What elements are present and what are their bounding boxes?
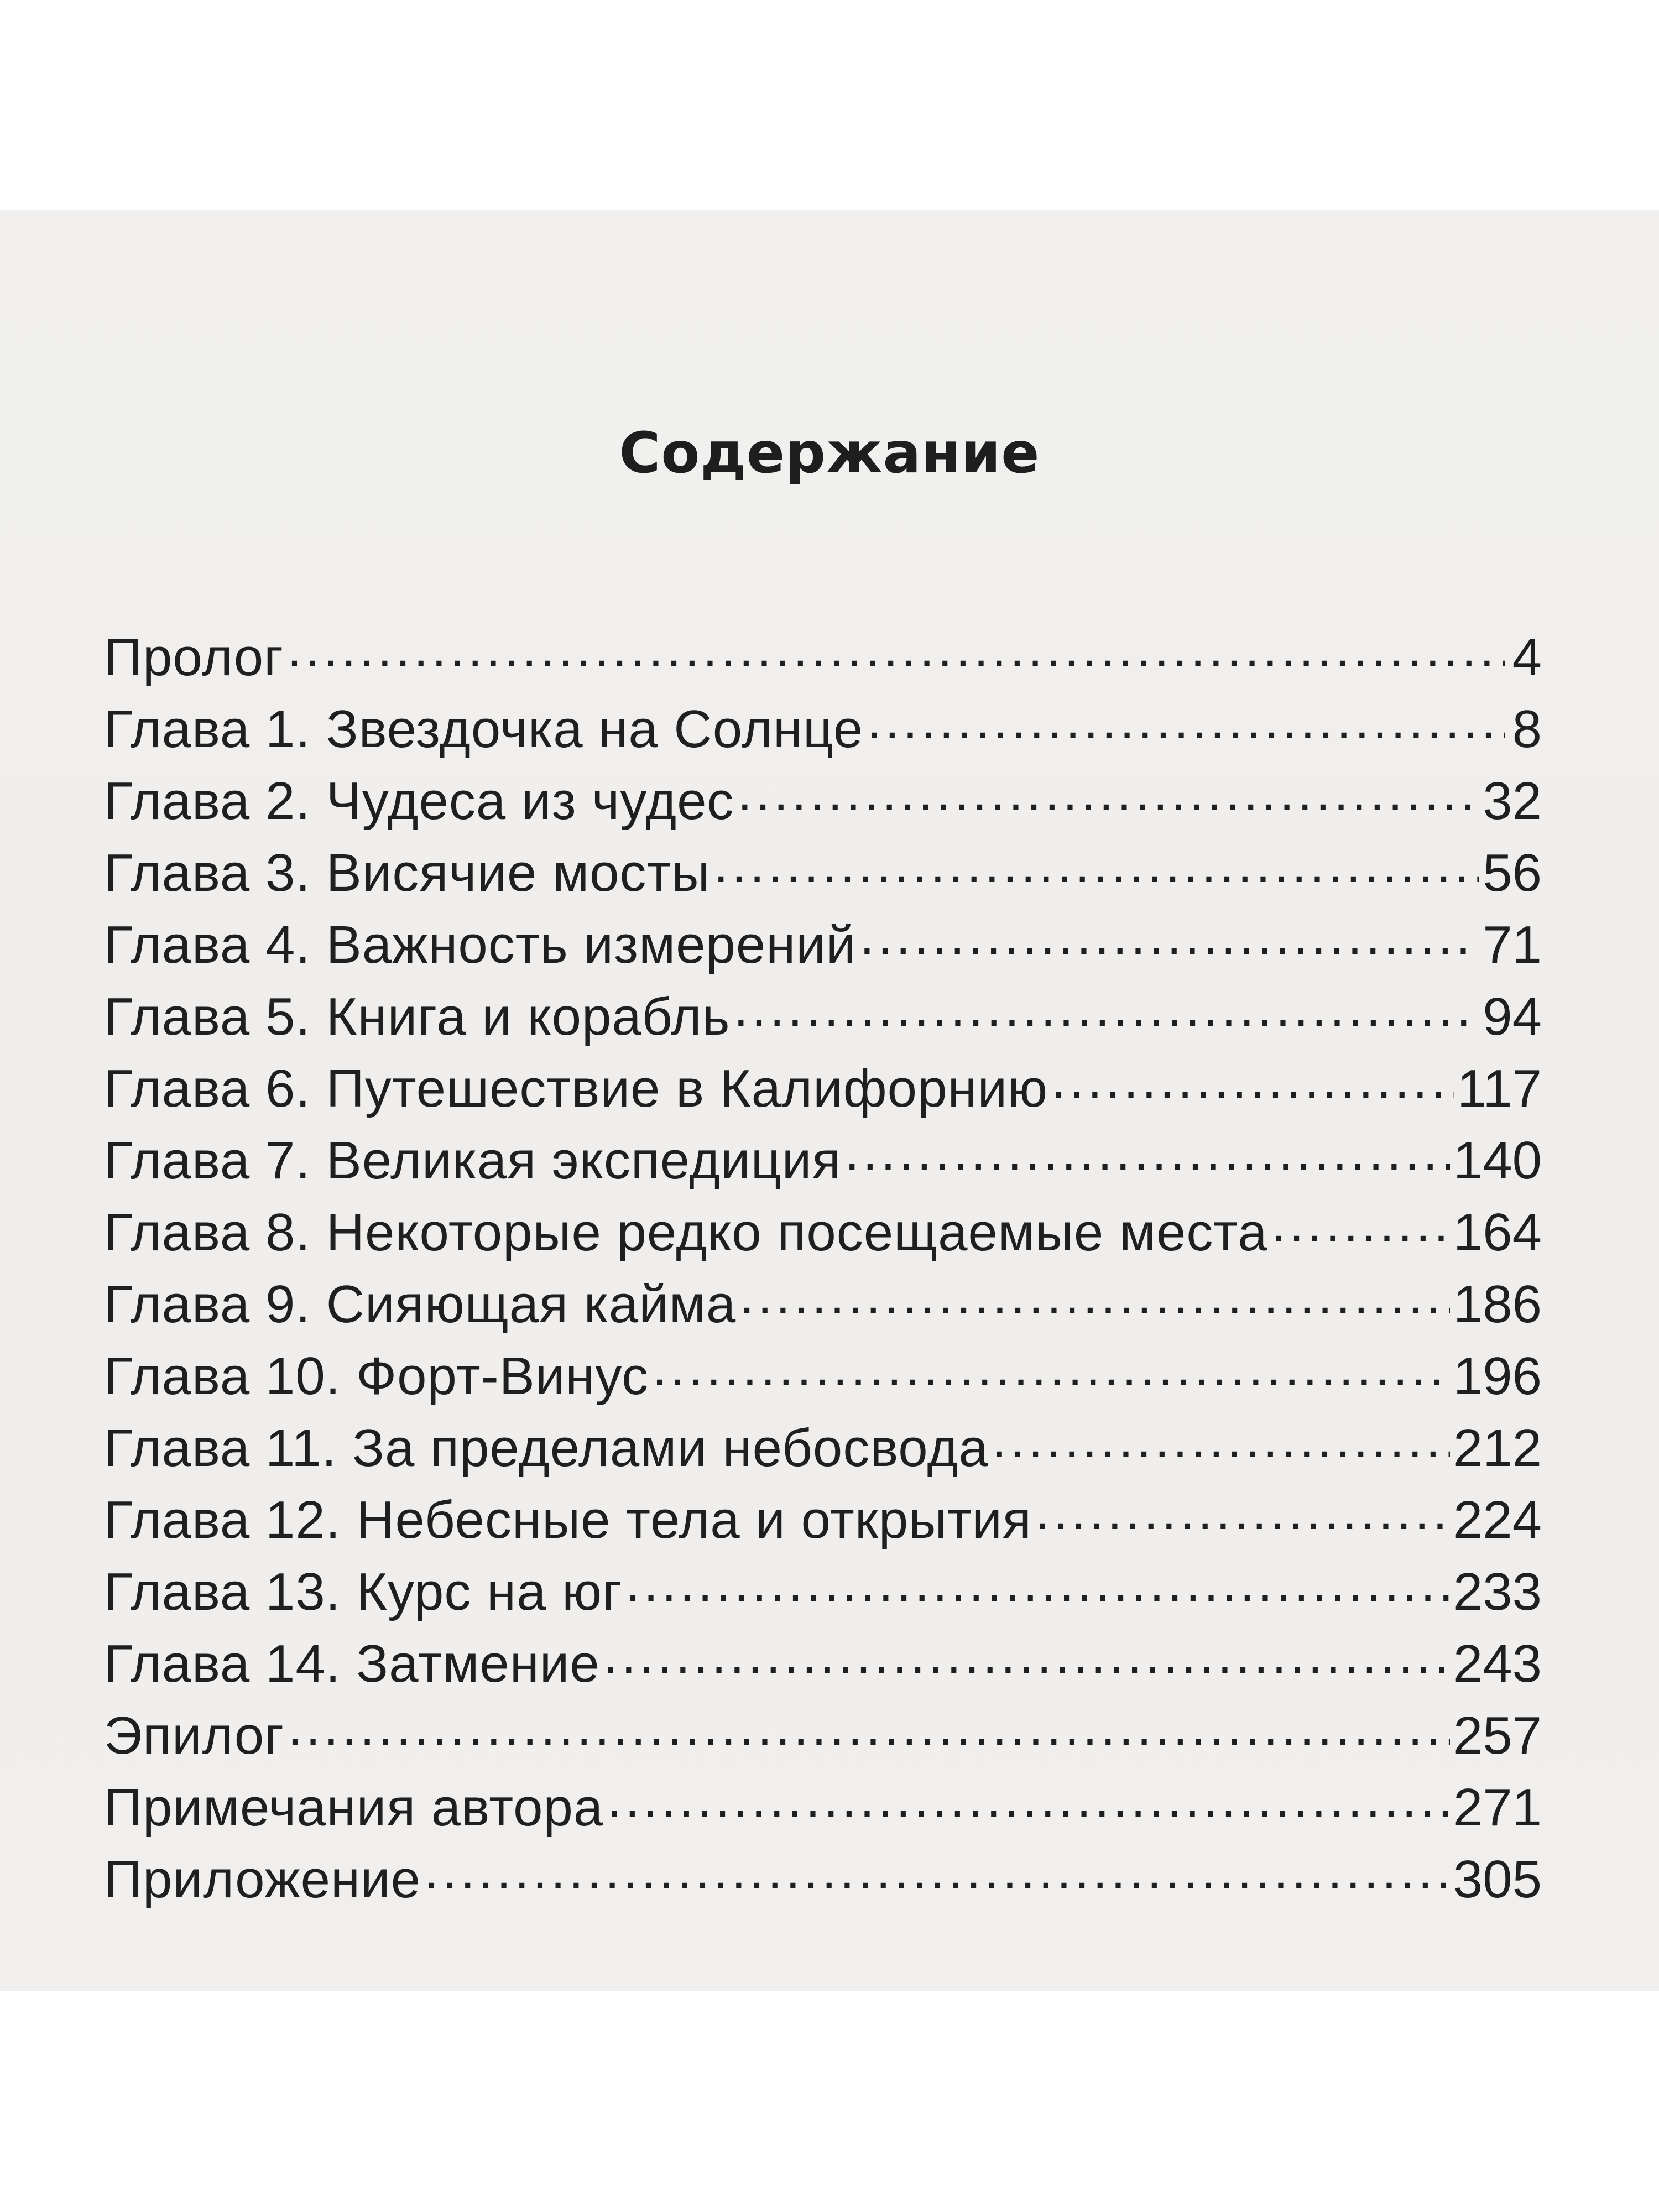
table-of-contents: [104, 622, 1542, 1916]
toc-entry-title: Глава 7. Великая экспедиция: [104, 1131, 842, 1190]
toc-entry: [104, 1844, 1542, 1916]
toc-entry: [104, 1413, 1542, 1485]
dot-leader: [287, 622, 1505, 675]
toc-entry-title: Глава 6. Путешествие в Калифорнию: [104, 1059, 1048, 1118]
dot-leader: [288, 1700, 1450, 1754]
toc-entry: [104, 1485, 1542, 1557]
toc-entry: [104, 766, 1542, 838]
dot-leader: [739, 1269, 1450, 1322]
dot-leader: [424, 1844, 1450, 1897]
dot-leader: [738, 766, 1480, 819]
toc-entry-title: Глава 2. Чудеса из чудес: [104, 771, 734, 831]
toc-entry-page: 56: [1483, 843, 1542, 902]
toc-entry-page: 164: [1453, 1203, 1542, 1262]
toc-entry: [104, 982, 1542, 1053]
toc-entry-page: 271: [1453, 1778, 1542, 1837]
toc-entry-page: 196: [1453, 1347, 1542, 1406]
toc-entry-title: Глава 3. Висячие мосты: [104, 843, 711, 902]
toc-entry-title: Глава 14. Затмение: [104, 1634, 600, 1693]
toc-entry-page: 224: [1453, 1490, 1542, 1550]
toc-entry-title: Глава 9. Сияющая кайма: [104, 1275, 737, 1334]
toc-entry: [104, 838, 1542, 910]
toc-entry-page: 71: [1483, 915, 1542, 974]
toc-entry: [104, 1053, 1542, 1125]
toc-entry: [104, 1700, 1542, 1772]
toc-entry: [104, 1269, 1542, 1341]
toc-entry-page: 140: [1453, 1131, 1542, 1190]
dot-leader: [844, 1125, 1450, 1178]
page-title: Содержание: [619, 420, 1040, 486]
dot-leader: [607, 1772, 1450, 1825]
dot-leader: [1271, 1197, 1450, 1250]
toc-entry-title: Пролог: [104, 628, 284, 687]
dot-leader: [867, 694, 1505, 747]
toc-entry-title: Глава 4. Важность измерений: [104, 915, 857, 974]
toc-entry-title: Эпилог: [104, 1706, 285, 1765]
toc-entry-title: Глава 13. Курс на юг: [104, 1562, 623, 1621]
toc-entry-title: Примечания автора: [104, 1778, 604, 1837]
toc-entry-page: 257: [1453, 1706, 1542, 1765]
dot-leader: [734, 982, 1480, 1035]
toc-entry-title: Приложение: [104, 1850, 421, 1909]
dot-leader: [652, 1341, 1450, 1394]
toc-entry-page: 233: [1453, 1562, 1542, 1621]
dot-leader: [713, 838, 1479, 891]
toc-entry-title: Глава 10. Форт-Винус: [104, 1347, 649, 1406]
toc-entry: [104, 1557, 1542, 1629]
toc-entry: [104, 1341, 1542, 1413]
toc-entry: [104, 1125, 1542, 1197]
toc-entry: [104, 622, 1542, 694]
toc-entry-title: Глава 8. Некоторые редко посещаемые места: [104, 1203, 1268, 1262]
toc-entry: [104, 1629, 1542, 1700]
toc-entry: [104, 694, 1542, 766]
toc-entry-page: 32: [1483, 771, 1542, 831]
toc-entry: [104, 910, 1542, 982]
toc-entry-page: 186: [1453, 1275, 1542, 1334]
dot-leader: [603, 1629, 1450, 1682]
toc-entry-page: 8: [1512, 700, 1542, 759]
toc-entry-page: 305: [1453, 1850, 1542, 1909]
dot-leader: [860, 910, 1480, 963]
toc-entry-page: 94: [1483, 987, 1542, 1046]
dot-leader: [625, 1557, 1450, 1610]
toc-entry-page: 212: [1453, 1418, 1542, 1478]
toc-entry-page: 4: [1512, 628, 1542, 687]
toc-entry-title: Глава 11. За пределами небосвода: [104, 1418, 989, 1478]
dot-leader: [1051, 1053, 1454, 1107]
toc-entry-title: Глава 1. Звездочка на Солнце: [104, 700, 864, 759]
toc-entry: [104, 1197, 1542, 1269]
toc-entry-title: Глава 12. Небесные тела и открытия: [104, 1490, 1032, 1550]
toc-entry-page: 117: [1457, 1059, 1542, 1118]
toc-entry-page: 243: [1453, 1634, 1542, 1693]
dot-leader: [992, 1413, 1450, 1466]
toc-entry: [104, 1772, 1542, 1844]
dot-leader: [1035, 1485, 1450, 1538]
toc-entry-title: Глава 5. Книга и корабль: [104, 987, 731, 1046]
